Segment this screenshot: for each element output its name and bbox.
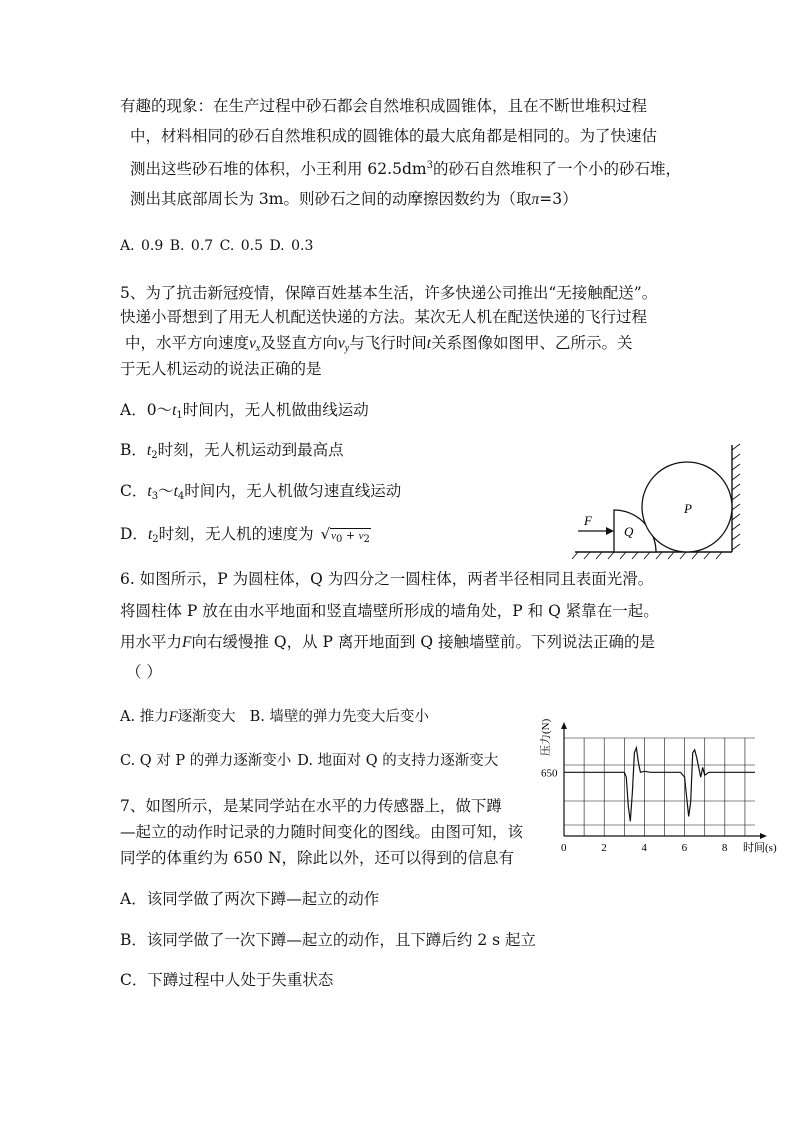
q6-line-2: 将圆柱体 P 放在由水平地面和竖直墙壁所形成的墙角处，P 和 Q 紧靠在一起。 (120, 602, 659, 620)
q7-line-3: 同学的体重约为 650 N，除此以外，还可以得到的信息有 (120, 849, 515, 867)
x-tick-label: 8 (721, 842, 728, 854)
x-tick-label: 0 (561, 842, 567, 854)
q7-option-b: B．该同学做了一次下蹲—起立的动作，且下蹲后约 2 s 起立 (120, 931, 536, 949)
q6-diagram (570, 440, 750, 560)
chart-ticks (541, 767, 728, 854)
x-axis-label: 时间(s) (743, 842, 777, 854)
wall-hatch (732, 444, 740, 550)
q6-line-3: 用水平力F向右缓慢推 Q，从 P 离开地面到 Q 接触墙壁前。下列说法正确的是 (120, 633, 655, 651)
q4-line-3: 测出这些砂石堆的体积，小王利用 $62.5dm^3$的砂石自然堆积了一个小的砂石堆， (130, 160, 681, 178)
q5-option-d: D．$t_2$时刻，无人机的速度为 $√v_0 + v_2$ (120, 524, 371, 550)
q5-option-b: B．$t_2$时刻，无人机运动到最高点 (120, 441, 344, 461)
y-axis-arrow (561, 722, 567, 729)
chart-grid (564, 738, 755, 836)
q7-line-1: 7、如图所示，是某同学站在水平的力传感器上，做下蹲 (120, 797, 502, 815)
q6-line-1: 6. 如图所示，P 为圆柱体，Q 为四分之一圆柱体，两者半径相同且表面光滑。 (120, 570, 654, 588)
label-f: F (584, 513, 592, 528)
q7-option-c: C．下蹲过程中人处于失重状态 (120, 971, 334, 989)
q4-line-4: 测出其底部周长为 3m。则砂石之间的动摩擦因数约为（取π=3） (130, 190, 578, 208)
q5-line-1: 5、为了抗击新冠疫情，保障百姓基本生活，许多快递公司推出“无接触配送”。 (120, 284, 658, 302)
q7-force-time-chart (535, 708, 785, 858)
y-axis-label: 压力(N) (540, 718, 552, 756)
q5-line-4: 于无人机运动的说法正确的是 (120, 360, 322, 378)
q7-line-2: —起立的动作时记录的力随时间变化的图线。由图可知，该 (120, 823, 524, 841)
ground-hatch (572, 552, 722, 559)
q6-options-cd: C. Q 对 P 的弹力逐渐变小 D. 地面对 Q 的支持力逐渐变大 (120, 753, 499, 769)
x-axis-arrow (760, 833, 767, 839)
force-arrow-head (606, 527, 614, 535)
sqrt-formula: $√v_0 + v_2$ (320, 525, 370, 545)
q7-option-a: A．该同学做了两次下蹲—起立的动作 (120, 890, 380, 908)
y-tick-label: 650 (541, 767, 558, 780)
q6-options-ab: A. 推力F逐渐变大 B. 墙壁的弹力先变大后变小 (120, 709, 429, 725)
chart-axes (561, 722, 767, 839)
label-q: Q (624, 524, 634, 539)
q5-option-c: C．$t_3\sim t_4$时间内，无人机做匀速直线运动 (120, 482, 402, 502)
force-series-line (564, 748, 755, 822)
x-tick-label: 2 (601, 842, 607, 854)
x-tick-label: 4 (641, 842, 647, 854)
q4-options: A. 0.9 B. 0.7 C. 0.5 D. 0.3 (120, 238, 314, 254)
q5-line-3: 中，水平方向速度$v_x$及竖直方向$v_y$与飞行时间t关系图像如图甲、乙所示。关 (125, 334, 633, 354)
q6-line-4: （ ） (126, 663, 162, 681)
x-tick-label: 6 (681, 842, 688, 854)
q4-line-1: 有趣的现象：在生产过程中砂石都会自然堆积成圆锥体，且在不断世堆积过程 (120, 97, 648, 115)
q4-line-2: 中，材料相同的砂石自然堆积成的圆锥体的最大底角都是相同的。为了快速估 (130, 127, 658, 145)
q5-option-a: A．$0\sim t_1$时间内，无人机做曲线运动 (120, 401, 369, 421)
label-p: P (684, 501, 692, 516)
q5-line-2: 快递小哥想到了用无人机配送快递的方法。某次无人机在配送快递的飞行过程 (120, 308, 648, 326)
